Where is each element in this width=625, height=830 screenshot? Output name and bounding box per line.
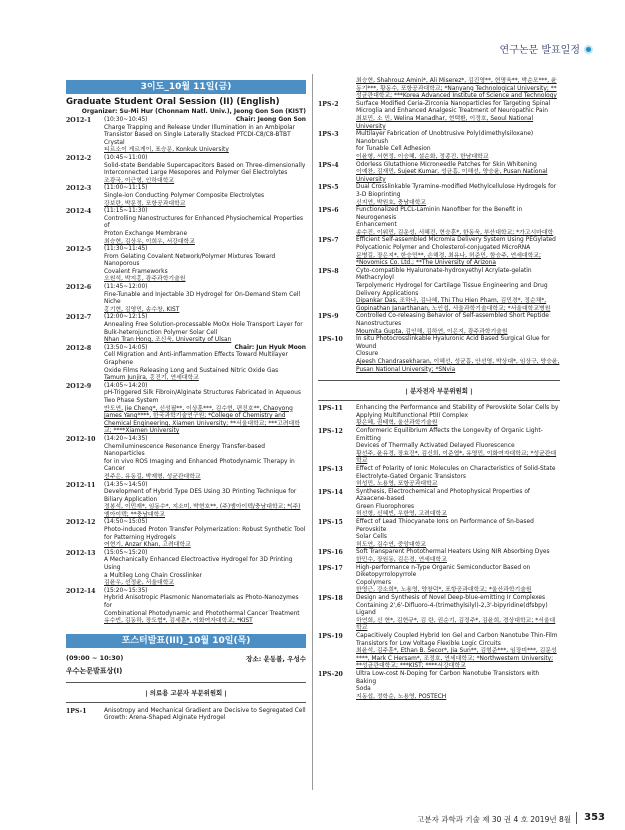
entry-authors: 허선형, 신혜빈, 우한영, 고려대학교 xyxy=(356,511,447,518)
entry-time: (12:00~12:15) xyxy=(104,314,148,321)
entry-code: 1PS-19 xyxy=(318,632,343,640)
entry-code: 2O12-1 xyxy=(66,117,92,124)
list-item xyxy=(318,313,560,336)
entry-title-line: Design and Synthesis of Novel Deep-blue-emitting Ir Complexes xyxy=(356,595,546,601)
entry-title-line: Development of Hybrid Type DES Using 3D Printing Technique for Biliary Application xyxy=(104,489,297,503)
entry-authors: 홍기현, 김영민, 송수창, KIST xyxy=(104,306,180,313)
entry-authors: 유수빈, 김동하, 장도협*, 김세훈*, 이화여자대학교; *KIST xyxy=(104,618,253,625)
entry-body xyxy=(104,519,306,549)
entry-title-line: Controlled Co-releasing Behavior of Self-assembled Short Peptide xyxy=(356,313,549,320)
entry-code: 1PS-11 xyxy=(318,405,343,413)
entry-title-line: Growth: Arena-Shaped Alginate Hydrogel xyxy=(104,715,226,722)
entry-chair: Chair: Jun Hyuk Moon xyxy=(234,344,306,351)
entry-code: 1PS-13 xyxy=(318,465,343,473)
list-item xyxy=(318,519,560,549)
list-item xyxy=(66,519,306,549)
list-item xyxy=(318,336,560,374)
entry-title-line: Devices of Thermally Activated Delayed Fluorescence xyxy=(356,443,515,450)
entry-code: 2O12-14 xyxy=(66,587,96,595)
entry-time-row xyxy=(104,550,306,558)
column-divider xyxy=(312,74,313,790)
entry-body xyxy=(104,436,306,482)
divider xyxy=(318,400,560,401)
entry-title-line: Multilayer Fabrication of Unobtrusive Poly(dimethylsiloxane) Nanobrush xyxy=(356,131,534,145)
entry-time: (11:45~12:00) xyxy=(104,284,148,291)
entry-time-row xyxy=(104,155,306,163)
entry-title-line: Applying Multifunctional PtIII Complex xyxy=(356,412,468,419)
entry-body xyxy=(104,550,306,588)
entry-authors: 하연희, 신 현*, 김현규*, 김 란, 권순기, 김정주*, 김윤희, 경상대학교; *서울대학교 xyxy=(356,617,556,632)
entry-authors: 최윤석, 김주훈*, Ethan B. Secor*, Jia Sun**, 김형준***, 임장미***, 김문성****, Mark C Hersam*, 조정호, 연세대학교; *Northwestern University; **성균관대학교; ***KIST; ****서강대학교 xyxy=(356,648,557,670)
list-item xyxy=(318,633,560,671)
entry-body xyxy=(356,595,560,633)
list-item xyxy=(318,595,560,633)
list-item xyxy=(318,131,560,161)
entry-code: 1PS-20 xyxy=(318,670,343,678)
session-banner: 3이도_10월 11일(금) xyxy=(66,80,306,94)
entry-time-row xyxy=(104,246,306,254)
session-title: Graduate Student Oral Session (II) (English) xyxy=(66,97,280,107)
entry-title-line: From Gelating Covalent Network/Polymer Mixtures Toward Nanoporous xyxy=(104,253,276,268)
entry-title-line: Chemiluminescence Resonance Energy Transfer-based Nanoparticles xyxy=(104,443,265,458)
entry-body xyxy=(356,162,560,185)
footer-divider xyxy=(576,812,577,824)
entry-body xyxy=(356,131,560,161)
entry-body xyxy=(104,345,306,383)
list-item xyxy=(318,268,560,314)
entry-code: 1PS-3 xyxy=(318,131,339,139)
entry-code: 1PS-4 xyxy=(318,161,339,169)
committee-heading: | 의료용 고분자 부문위원회 | xyxy=(145,688,227,697)
right-column xyxy=(318,78,560,701)
entry-title-line: for in vivo ROS Imaging and Enhanced Photodynamic Therapy in Cancer xyxy=(104,458,295,473)
entry-title-line: Two Phase System xyxy=(104,397,159,404)
entry-code: 1PS-2 xyxy=(318,100,339,108)
entry-body xyxy=(356,405,560,428)
entry-title-line: Soda xyxy=(356,686,371,693)
entry-time-row xyxy=(104,383,306,391)
list-item xyxy=(318,101,560,131)
entry-title-line: Single-ion Conducting Polymer Composite Electrolytes xyxy=(104,192,265,199)
entry-body xyxy=(104,185,306,208)
entry-authors: 문병길, 장은지*, 한승민**, 손해경, 최유나, 허준민, 함승주, 연세대학교; *Novomics Co. Ltd.; **The University of Arizona xyxy=(356,252,541,267)
entry-time: (11:30~11:45) xyxy=(104,246,148,253)
journal-footer: 고분자 과학과 기술 제 30 권 4 호 2019년 8월 xyxy=(417,815,571,824)
list-item xyxy=(66,436,306,482)
entry-body xyxy=(104,314,306,344)
entry-title-line: Containing 2',6'-Difluoro-4-(trimethylsilyl)-2,3'-bipyridine(dfsbpy) Ligand xyxy=(356,602,548,617)
entry-code: 1PS-9 xyxy=(318,313,339,321)
entry-code xyxy=(318,78,356,101)
entry-title-line: Efficient Self-assembled Micromia Delivery System Using PEGylated xyxy=(356,237,556,244)
entry-title-line: Hybrid Anisotropic Plasmonic Nanomaterials as Photo-Nanozymes for xyxy=(104,595,299,609)
entry-title-line: Solar Cells xyxy=(356,534,387,541)
entry-title-line: Enhancement xyxy=(356,222,397,229)
list-item xyxy=(318,162,560,185)
entry-authors: 티르소이 게르게이, 표승문, Konkuk University xyxy=(104,147,229,154)
committee-heading: | 분자전자 부문위원회 | xyxy=(405,387,473,396)
entry-title-line: Soft Transparent Photothermal Heaters Using NIR Absorbing Dyes xyxy=(356,549,550,556)
entry-body xyxy=(356,313,560,336)
poster-time: (09:00 ~ 10:30) xyxy=(66,653,124,662)
entry-time: (15:20~15:35) xyxy=(104,587,148,594)
entry-authors: 강보란, 박문정, 포항공과대학교 xyxy=(104,200,186,207)
entry-authors: 지동섭, 정학순, 노용영, POSTECH xyxy=(356,693,447,700)
entry-body xyxy=(356,519,560,549)
session-organizer: Organizer: Su-Mi Hur (Chonnam Natl. Univ.), Jeong Gon Son (KIST) xyxy=(81,108,306,115)
entry-code: 2O12-12 xyxy=(66,519,96,527)
entry-authors: 조광국, 이근형, 인하대학교 xyxy=(104,177,175,184)
entry-title-line: Effect of Lead Thiocyanate Ions on Performance of Sn-based Perovskite xyxy=(356,519,534,533)
entry-body xyxy=(104,284,306,314)
entry-title-line: Proton Exchange Membrane xyxy=(104,230,188,237)
entry-title-line: 3-D Bioprinting xyxy=(356,191,401,198)
entry-authors: 최승현, 김상우, 이희우, 서강대학교 xyxy=(104,238,195,245)
entry-body xyxy=(356,565,560,595)
list-item xyxy=(66,117,306,155)
list-item xyxy=(318,671,560,701)
entry-time-row xyxy=(104,314,306,322)
entry-code: 1PS-5 xyxy=(318,184,339,192)
section-title xyxy=(500,41,593,56)
entry-title-line: Synthesis, Electrochemical and Photophysical Properties of Azaacene-based xyxy=(356,488,531,503)
entry-time: (14:20~14:35) xyxy=(104,435,148,442)
entry-time: (13:50~14:05) xyxy=(104,344,148,351)
entry-title-line: Capacitively Coupled Hybrid Ion Gel and Carbon Nanotube Thin-Film xyxy=(356,632,558,639)
list-item xyxy=(318,428,560,466)
right-entry-list-2 xyxy=(318,405,560,701)
entry-body xyxy=(104,155,306,185)
entry-code: 1PS-14 xyxy=(318,488,343,496)
entry-code: 1PS-8 xyxy=(318,267,339,275)
entry-time: (14:50~15:05) xyxy=(104,519,148,526)
list-item xyxy=(318,549,560,564)
list-item xyxy=(66,155,306,185)
entry-title-line: Cyto-compatible Hyaluronate-hydroxyethyl Acrylate-gelatin Methacryloyl xyxy=(356,267,532,282)
entry-title-line: Transistor Based on Single Laterally Stacked PTCDI-C8/C8-BTBT Crystal xyxy=(104,132,291,146)
entry-title-line: pH-Triggered Silk Fibroin/Alginate Structures Fabricated in Aqueous xyxy=(104,390,301,397)
entry-time-row xyxy=(104,185,306,193)
entry-body xyxy=(104,588,306,626)
entry-title-line: Photo-induced Proton Transfer Polymerization: Robust Synthetic Tool xyxy=(104,527,306,534)
poster-place: 장소: 운동볼, 우성수 xyxy=(246,654,306,663)
entry-body xyxy=(356,237,560,267)
entry-time-row xyxy=(104,345,306,353)
poster-award: 우수논문발표상(I) xyxy=(66,666,123,675)
entry-body xyxy=(104,383,306,436)
entry-title-line: Functionalized PLCL-Laminin Nanofiber for the Benefit in Neurogenesis xyxy=(356,207,523,221)
entry-time: (11:15~11:30) xyxy=(104,208,148,215)
entry-title-line: a Multileg Long Chain Crosslinker xyxy=(104,572,202,579)
entry-title-line: Ultra Low-cost N-Doping for Carbon Nanotube Transistors with Baking xyxy=(356,670,540,685)
list-item xyxy=(66,383,306,436)
entry-title-line: Enhancing the Performance and Stability of Perovskite Solar Cells by xyxy=(356,405,559,412)
entry-time-row xyxy=(104,117,306,125)
entry-time: (14:05~14:20) xyxy=(104,382,148,389)
entry-title-line: Copolymers xyxy=(356,579,392,586)
entry-body xyxy=(356,671,560,701)
entry-code: 1PS-18 xyxy=(318,595,343,602)
list-item xyxy=(66,208,306,246)
entry-title-line: Terpolymeric Hydrogel for Cartilage Tissue Engineering and Drug xyxy=(356,283,548,290)
entry-authors: 이윤형, 서현정, 이승혜, 설순화, 정종진, 한남대학교 xyxy=(356,153,489,160)
poster-banner: 포스터발표(III)_10월 10일(목) xyxy=(66,634,306,648)
entry-authors: Moumita Gupta, 김인해, 김하연, 이은지, 광주과학기술원 xyxy=(356,328,508,335)
entry-title-line: Conformeric Equilibrium Affects the Longevity of Organic Light-Emitting xyxy=(356,427,543,442)
divider xyxy=(66,702,306,703)
entry-body xyxy=(356,184,560,207)
entry-authors: 신지연, 박원호, 충남대학교 xyxy=(356,199,427,206)
entry-time: (10:45~11:00) xyxy=(104,154,148,161)
entry-body xyxy=(356,633,560,671)
entry-time-row xyxy=(104,588,306,596)
entry-authors: 한영근, 강소희*, 노용영, 양창덕*, 포항공과대학교; *울산과학기술원 xyxy=(356,587,532,594)
entry-title-line: High-performance n-Type Organic Semiconductor Based on Diketopyrrolopyrrole xyxy=(356,564,531,579)
entry-code: 1PS-15 xyxy=(318,519,343,527)
entry-body xyxy=(356,489,560,519)
entry-title-line: Delivery Applications xyxy=(356,290,419,297)
entry-code: 2O12-6 xyxy=(66,284,92,292)
list-item xyxy=(318,78,560,101)
entry-title-line: Bulk-heterojunction Polymer Solar Cell xyxy=(104,329,218,336)
entry-body xyxy=(356,466,560,489)
entry-authors: 오원석, 박지홍, 광주과학기술원 xyxy=(104,276,186,283)
entry-title-line: Closure xyxy=(356,351,379,358)
list-item xyxy=(66,708,306,723)
entry-code: 2O12-8 xyxy=(66,344,92,352)
entry-code: 1PS-17 xyxy=(318,564,343,572)
entry-title-line: Oxide Films Releasing Long and Sustained Nitric Oxide Gas xyxy=(104,367,279,374)
left-entry-list xyxy=(66,117,306,626)
list-item xyxy=(66,550,306,588)
entry-body xyxy=(356,207,560,237)
entry-title-line: Nanostructures xyxy=(356,321,402,327)
entry-code: 2O12-11 xyxy=(66,481,96,489)
entry-body xyxy=(356,428,560,466)
entry-title-line: Microglia and Enhanced Analgesic Treatment of Neuropathic Pain xyxy=(356,108,548,115)
entry-title-line: Polycationic Polymer and Cholesterol-conjugated MicroRNA xyxy=(356,245,531,252)
entry-code: 2O12-7 xyxy=(66,314,92,322)
circle-icon xyxy=(584,45,593,54)
right-entry-list xyxy=(318,101,560,374)
entry-body xyxy=(356,549,560,564)
entry-code: 1PS-7 xyxy=(318,237,339,245)
entry-title-line: Green Fluorophores xyxy=(356,503,415,510)
entry-title-line: Dual Crosslinkable Tyramine-modified Methylcellulose Hydrogels for xyxy=(356,184,557,191)
entry-title-line: Interconnected Large Mesopores and Polymer Gel Electrolytes xyxy=(104,170,288,177)
entry-code: 2O12-3 xyxy=(66,185,92,193)
entry-authors: 허성민, 노용영, 포항공과대학교 xyxy=(356,481,438,488)
list-item xyxy=(318,405,560,428)
entry-title-line: In situ Photocrosslinkable Hyaluronic Acid Based Surgical Glue for Wound xyxy=(356,336,550,350)
entry-code: 2O12-10 xyxy=(66,435,96,443)
entry-authors: 전주은, 유동길, 박재형, 성균관대학교 xyxy=(104,473,201,480)
list-item xyxy=(318,565,560,595)
entry-title-line: Anisotropy and Mechanical Gradient are Decisive to Segregated Cell xyxy=(104,707,306,714)
entry-code: 1PS-16 xyxy=(318,549,343,557)
entry-authors: 황은혜, 권태혁, 울산과학기술원 xyxy=(356,420,438,427)
entry-authors: Nhan Tran Hong, 조신욱, University of Ulsan xyxy=(104,337,232,344)
entry-authors: 이예찬, 김재민, Sujeet Kumar, 성균흠, 이해선, 양승윤, Pusan National University xyxy=(356,169,548,183)
entry-authors: Dipankar Das, 조하나, 김나혜, Thi Thu Hien Pham, 김민경*, 정순채*, Gopinathan Janarthanan, 노인섭, 서울과학기술대학교; *서울대학교병원 xyxy=(356,298,551,312)
entry-authors: 여현기, Anzar Khan, 고려대학교 xyxy=(104,542,191,549)
entry-code: 1PS-1 xyxy=(66,707,87,715)
entry-title-line: Transistors for Low Voltage Flexible Logic Circuits xyxy=(356,640,501,647)
entry-authors: 정봉석, 이민재*, 임동수*, 지소미, 박현호**, (주)엠아이텍/충남대학교; *(주)엠아이텍; **충남대학교 xyxy=(104,504,301,518)
entry-authors: 최승현, Shahrouz Amini*, Ali Miserez*, 김진영**, 현명욱**, 박순모***, 윤동기***, 황동수, 포항공과대학교; *Nanyang Technological University; **성균관대학교; ***Korea Advanced Institute of Science and Technology xyxy=(356,78,557,100)
list-item xyxy=(318,237,560,267)
entry-title-line: Charge Trapping and Release Under Illumination in an Ambipolar xyxy=(104,124,296,131)
entry-authors: Tamum Junjira, 홍진기, 연세대학교 xyxy=(104,375,199,382)
list-item xyxy=(66,345,306,383)
page-number: 353 xyxy=(584,812,605,823)
entry-authors: 반도연, Jie Cheng*, 신성필**, 이상훈***, 김수현, 편진호**, Chaoyong James Yang****, 한국과학기술연구원; *College of Chemistry and Chemical Engineering, Xiamen University; **서울대학교; ***고려대학교; ****Xiamen University xyxy=(104,405,300,435)
entry-code: 1PS-10 xyxy=(318,336,343,344)
entry-time-row xyxy=(104,482,306,490)
entry-title-line: Surface Modified Ceria-Zirconia Nanoparticles for Targeting Spinal xyxy=(356,100,551,107)
list-item xyxy=(66,246,306,284)
entry-body xyxy=(356,101,560,131)
entry-body xyxy=(356,336,560,374)
entry-chair: Chair: Jeong Gon Son xyxy=(235,117,306,123)
entry-body xyxy=(356,268,560,314)
entry-time-row xyxy=(104,208,306,216)
entry-title-line: Cell Migration and Anti-inflammation Effects Toward Multilayer Graphene xyxy=(104,352,288,366)
list-item xyxy=(66,284,306,314)
section-title-text: 연구논문 발표일정 xyxy=(499,45,580,56)
list-item xyxy=(318,489,560,519)
entry-title-line: A Mechanically Enhanced Electroactive Hydrogel for 3D Printing Using xyxy=(104,557,293,572)
entry-authors: 황선주, 윤유경, 장효진*, 김신희, 이준엽*, 유영민, 이화여자대학교; *성균관대학교 xyxy=(356,450,557,465)
entry-authors: 허도연, 김수연, 중앙대학교 xyxy=(356,541,427,548)
entry-time-row xyxy=(104,519,306,527)
list-item xyxy=(66,482,306,520)
entry-title-line: for Tunable Cell Adhesion xyxy=(356,146,431,153)
entry-title-line: Odorless Glutathione Microneedle Patches for Skin Whitening xyxy=(356,161,537,168)
entry-title-line: Fine-Tunable and Injectable 3D Hydrogel for On-Demand Stem Cell Niche xyxy=(104,291,301,306)
entry-body xyxy=(104,246,306,284)
entry-authors: 김윤우, 선정윤, 서울대학교 xyxy=(104,580,175,587)
entry-code: 2O12-5 xyxy=(66,246,92,254)
entry-title-line: Controlling Nanostructures for Enhanced Physiochemical Properties of xyxy=(104,215,304,230)
entry-authors: 최보민, 소 민, Welina Manadhar, 현택환, 이정호, Seoul National University xyxy=(356,115,534,130)
entry-code: 2O12-4 xyxy=(66,208,92,216)
entry-body xyxy=(104,117,306,155)
entry-time-row xyxy=(104,284,306,292)
entry-time: (14:35~14:50) xyxy=(104,481,148,488)
left-column xyxy=(66,80,306,723)
list-item xyxy=(318,466,560,489)
entry-code: 1PS-6 xyxy=(318,207,339,215)
entry-title-line: Annealing Free Solution-processable MoOx Hole Transport Layer for xyxy=(104,322,303,329)
entry-time: (10:30~10:45) xyxy=(104,117,148,123)
entry-code: 2O12-2 xyxy=(66,154,92,162)
entry-authors: 송수진, 이위민, 김운성, 서혜진, 현승훈*, 한동욱, 부산대학교; *가고시마대학 xyxy=(356,229,554,236)
list-item xyxy=(66,588,306,626)
entry-title-line: Electrolyte-Gated Organic Transistors xyxy=(356,473,467,480)
entry-code: 1PS-12 xyxy=(318,427,343,435)
entry-title-line: Covalent Frameworks xyxy=(104,268,168,275)
list-item xyxy=(318,184,560,207)
entry-code: 2O12-13 xyxy=(66,549,96,557)
entry-time: (11:00~11:15) xyxy=(104,185,148,192)
entry-time: (15:05~15:20) xyxy=(104,549,148,556)
entry-authors: Ajeesh Chandrasekharan, 이혜선, 성균흠, 안선영, 박상대*, 임상구, 양승윤, Pusan National University; *SNvia xyxy=(356,358,560,373)
entry-body xyxy=(104,482,306,520)
entry-authors: 한민수, 장원동, 김은경, 연세대학교 xyxy=(356,557,447,564)
entry-time-row xyxy=(104,436,306,444)
entry-title-line: Effect of Polarity of Ionic Molecules on Characteristics of Solid-State xyxy=(356,465,556,472)
entry-title-line: Combinational Photodynamic and Photothermal Cancer Treatment xyxy=(104,610,300,617)
entry-body xyxy=(104,208,306,246)
entry-title-line: Solid-state Bendable Supercapacitors Based on Three-dimensionally xyxy=(104,162,306,169)
entry-body xyxy=(104,708,306,723)
poster-info-row xyxy=(66,654,306,663)
list-item xyxy=(318,207,560,237)
entry-code: 2O12-9 xyxy=(66,382,92,390)
list-item xyxy=(66,314,306,344)
entry-title-line: for Patterning Hydrogels xyxy=(104,534,176,541)
list-item xyxy=(66,185,306,208)
